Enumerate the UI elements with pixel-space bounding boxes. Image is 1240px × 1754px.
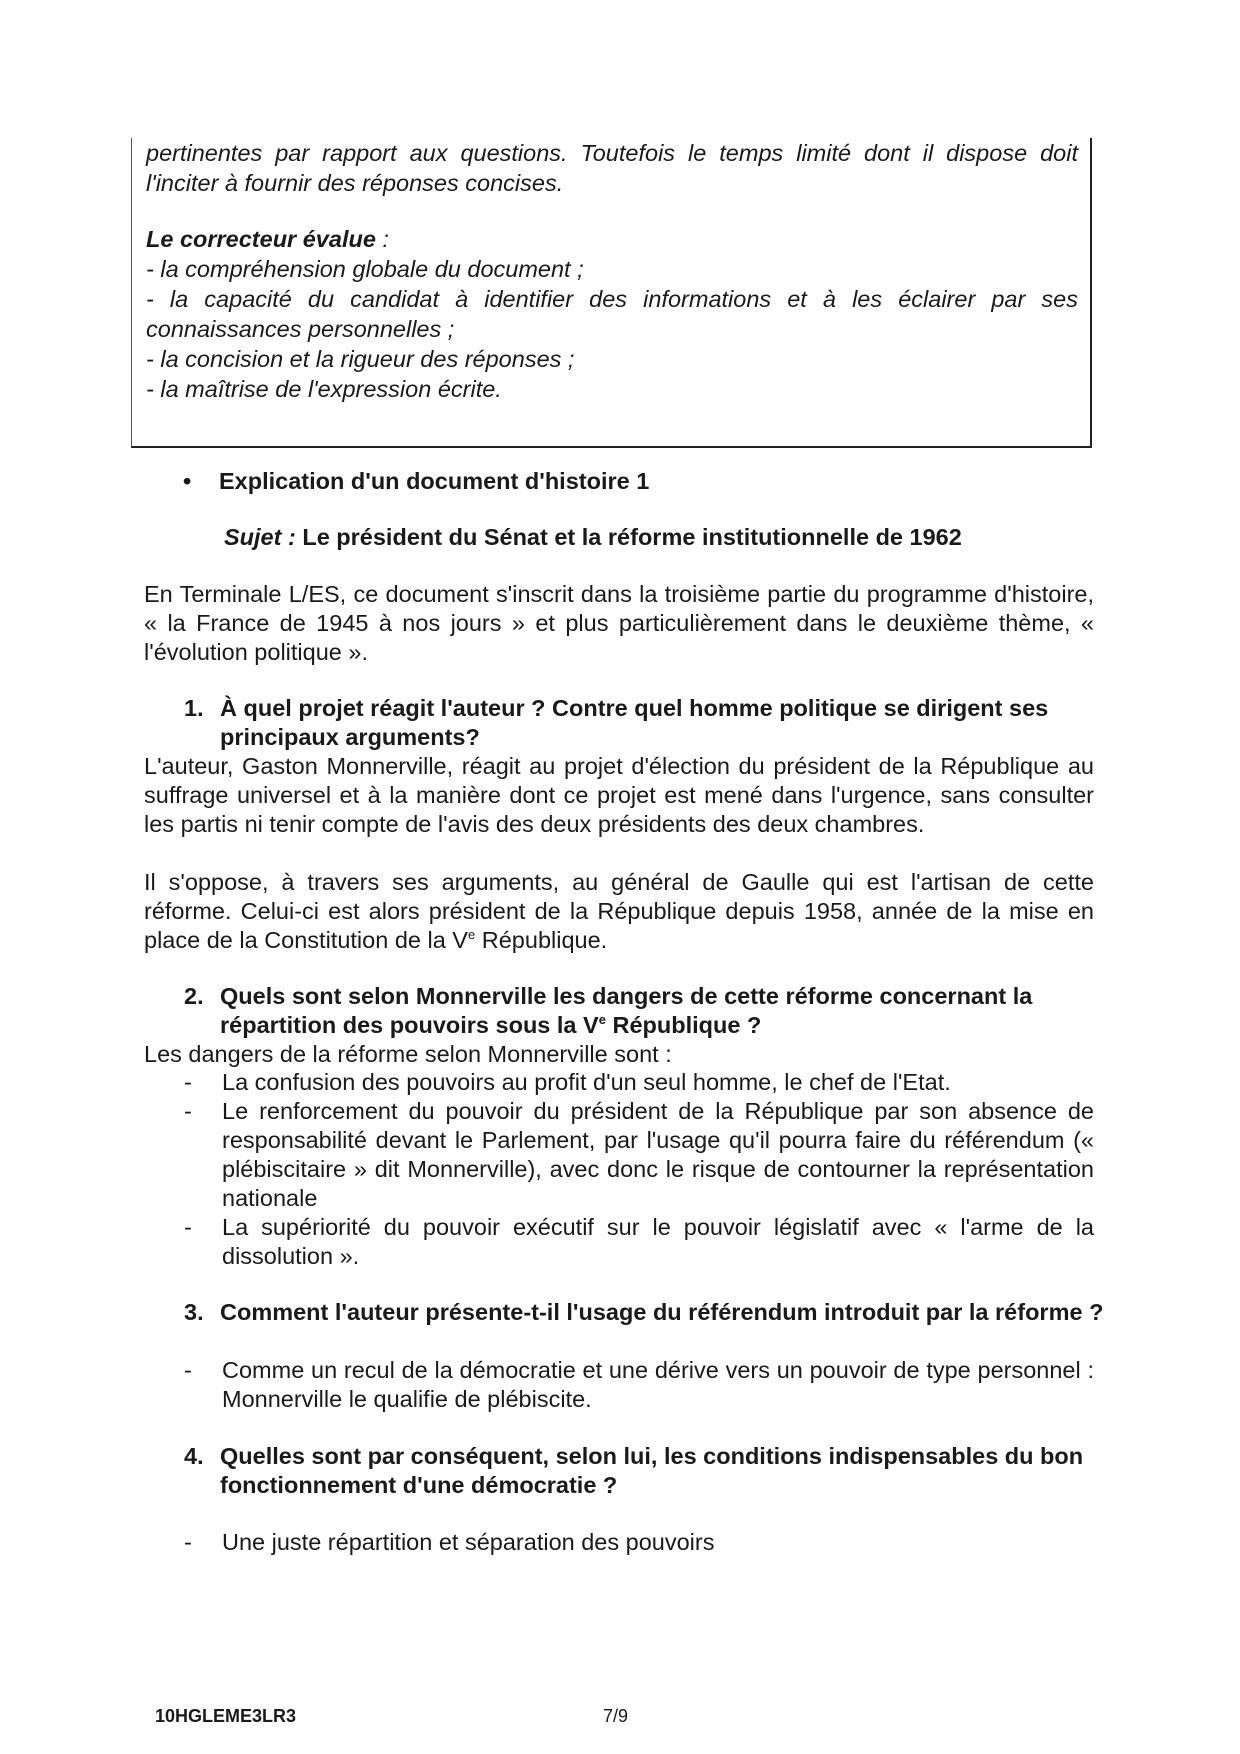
list-item: [184, 1068, 1094, 1097]
question-text: [184, 982, 1104, 1040]
subject-line: [224, 524, 962, 551]
dash-marker: -: [184, 1529, 192, 1555]
answer-1-paragraph-2: [144, 868, 1094, 955]
box-heading-colon: :: [375, 226, 389, 252]
question-2: [184, 982, 1104, 1040]
question-text-end: République ?: [605, 1012, 762, 1038]
criterion-item: - la compréhension globale du document ;: [146, 256, 584, 282]
list-item-text: Une juste répartition et séparation des pouvoirs: [222, 1529, 715, 1555]
document-code: 10HGLEME3LR3: [155, 1706, 297, 1726]
criterion-item: - la concision et la rigueur des réponses ;: [146, 346, 575, 372]
box-heading-label: Le correcteur évalue: [146, 226, 376, 252]
dash-marker: -: [184, 1214, 192, 1240]
list-item: [184, 1097, 1094, 1213]
superscript: e: [468, 927, 476, 943]
dash-marker: -: [184, 1357, 192, 1383]
criterion-item: - la maîtrise de l'expression écrite.: [146, 376, 502, 402]
list-item-text: Le renforcement du pouvoir du président de la République par son absence de responsabilité devant le Parlement, par l'usage qu'il pourra faire du référendum (« plébiscitaire » dit Monnerville), avec donc le risque de contourner la représentation nationale: [222, 1098, 1094, 1211]
answer-1-paragraph-1: L'auteur, Gaston Monnerville, réagit au projet d'élection du président de la République au suffrage universel et à la manière dont ce projet est mené dans l'urgence, sans consulter les partis ni tenir compte de l'avis des deux présidents des deux chambres.: [144, 753, 1094, 837]
subject-label: Sujet :: [224, 524, 296, 550]
answer-text: Il s'oppose, à travers ses arguments, au général de Gaulle qui est l'artisan de cette réforme. Celui-ci est alors président de la République depuis 1958, année de la mise en place de la Constitution de la V: [144, 869, 1094, 953]
box-intro: pertinentes par rapport aux questions. Toutefois le temps limité dont il dispose doit l'inciter à fournir des réponses concises.: [146, 140, 1078, 196]
list-item-text: Comme un recul de la démocratie et une dérive vers un pouvoir de type personnel : Monnerville le qualifie de plébiscite.: [222, 1357, 1094, 1412]
answer-2-lead: Les dangers de la réforme selon Monnerville sont :: [144, 1041, 672, 1067]
list-item-text: La supériorité du pouvoir exécutif sur le pouvoir législatif avec « l'arme de la dissolution ».: [222, 1214, 1094, 1269]
question-text: Comment l'auteur présente-t-il l'usage du référendum introduit par la réforme ?: [220, 1299, 1104, 1325]
question-number: 1.: [184, 695, 204, 721]
dash-marker: -: [184, 1069, 192, 1095]
criterion-item: - la capacité du candidat à identifier des informations et à les éclairer par ses connaissances personnelles ;: [146, 286, 1078, 342]
bullet-icon: •: [183, 468, 192, 494]
question-number: 3.: [184, 1299, 204, 1325]
section-title: [183, 468, 649, 495]
question-4: [184, 1442, 1104, 1500]
page-number: 7/9: [603, 1706, 629, 1726]
list-item: [184, 1213, 1094, 1271]
list-item-text: La confusion des pouvoirs au profit d'un seul homme, le chef de l'Etat.: [222, 1069, 951, 1095]
dash-marker: -: [184, 1098, 192, 1124]
superscript: e: [598, 1012, 606, 1028]
intro-paragraph: En Terminale L/ES, ce document s'inscrit dans la troisième partie du programme d'histoire, « la France de 1945 à nos jours » et plus particulièrement dans le deuxième thème, « l'évolution politique ».: [144, 581, 1094, 665]
question-number: 2.: [184, 983, 204, 1009]
question-1: [184, 694, 1104, 752]
box-heading: [132, 224, 1090, 254]
evaluation-box: [131, 138, 1092, 448]
list-item: [184, 1356, 1094, 1414]
question-text-main: Quels sont selon Monnerville les dangers de cette réforme concernant la répartition des pouvoirs sous la V: [220, 983, 1033, 1038]
subject-text: Le président du Sénat et la réforme institutionnelle de 1962: [295, 524, 962, 550]
question-text: À quel projet réagit l'auteur ? Contre quel homme politique se dirigent ses principaux arguments?: [220, 695, 1049, 750]
question-3: [184, 1298, 1104, 1327]
question-number: 4.: [184, 1443, 204, 1469]
question-text: Quelles sont par conséquent, selon lui, les conditions indispensables du bon fonctionnement d'une démocratie ?: [220, 1443, 1084, 1498]
answer-text-end: République.: [475, 927, 608, 953]
section-title-text: Explication d'un document d'histoire 1: [219, 468, 650, 494]
list-item: [184, 1528, 1094, 1557]
